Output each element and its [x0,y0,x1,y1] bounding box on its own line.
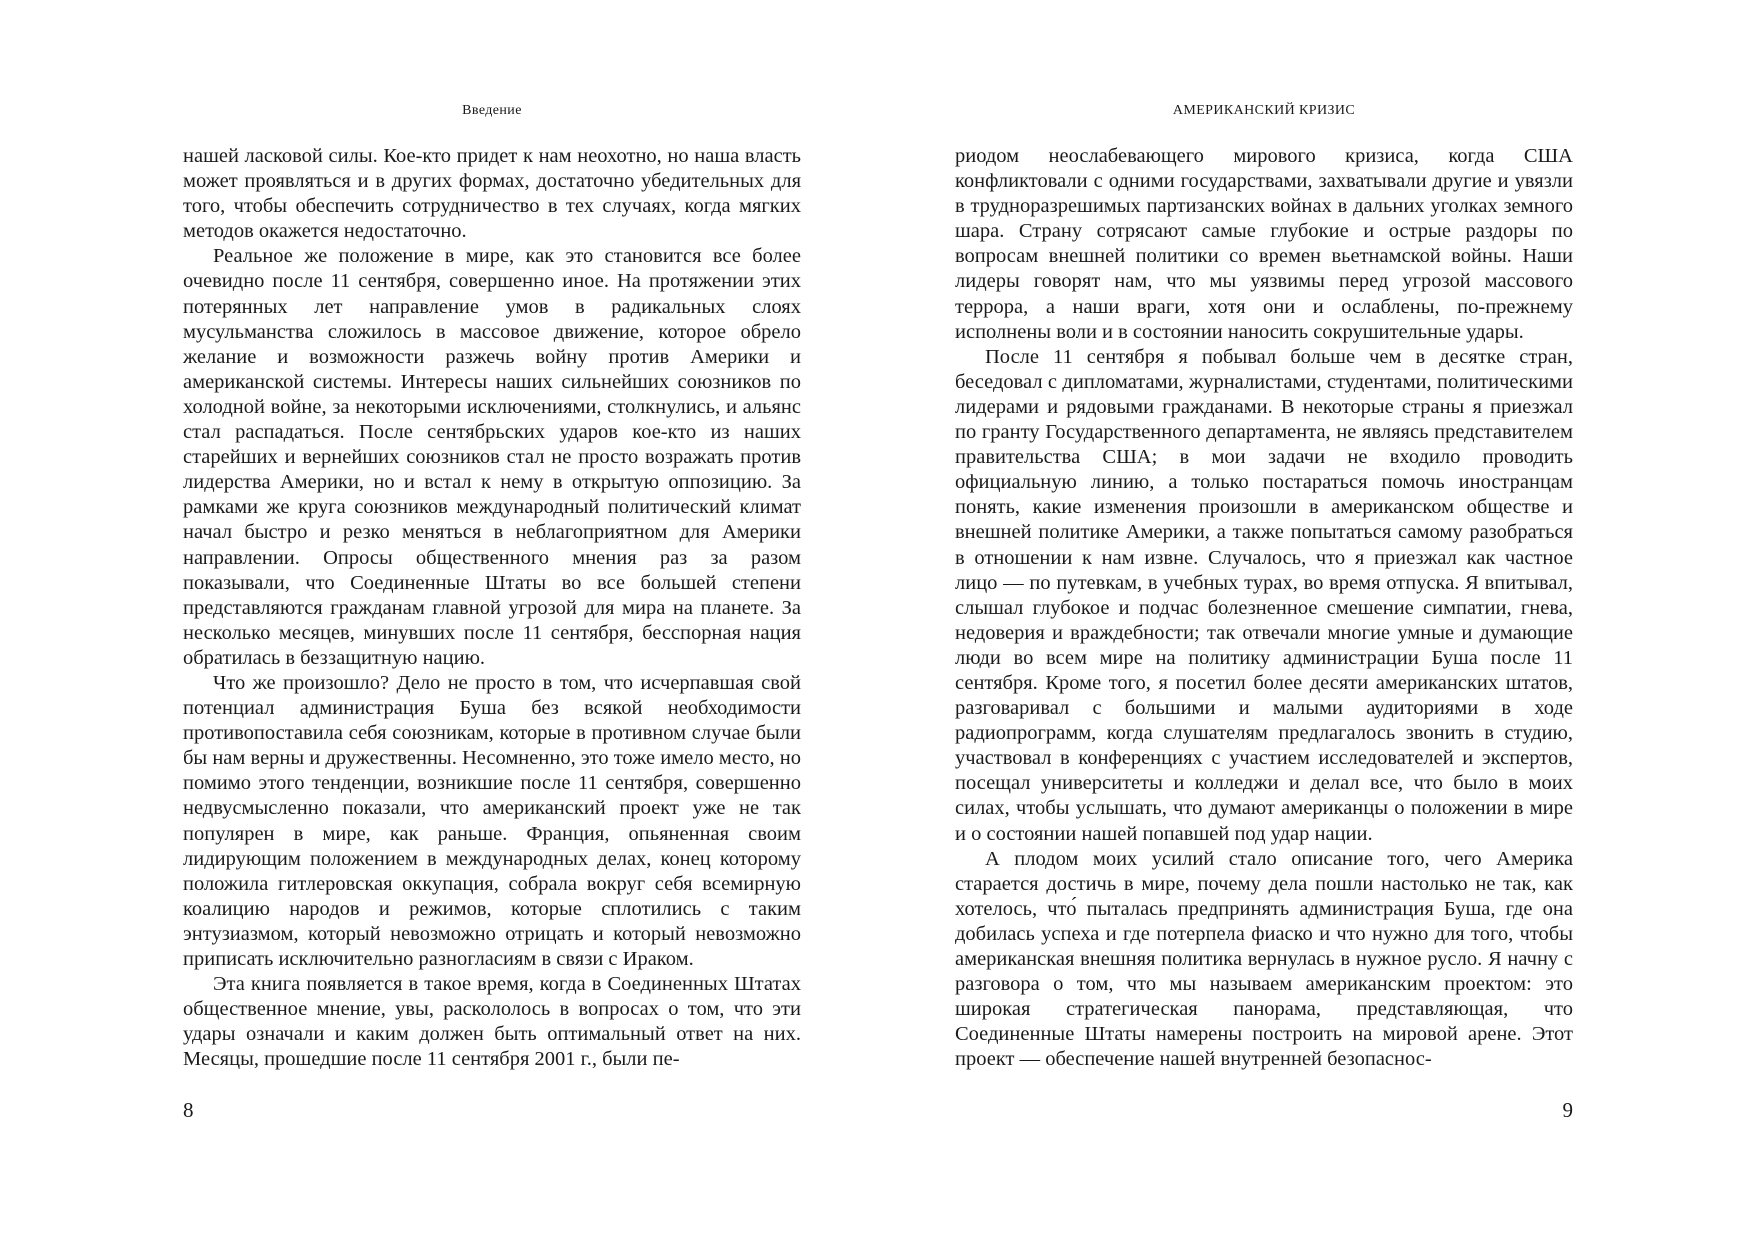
paragraph: нашей ласковой силы. Кое-кто придет к нам неохотно, но наша власть может проявляться и в других формах, достаточно убедительных для того, чтобы обеспечить сотрудничество в тех случаях, когда мягких методов окажется недостаточно. [183,145,801,243]
page-number-left: 8 [183,1098,194,1122]
paragraph: Что же произошло? Дело не просто в том, что исчерпавшая свой потенциал администрация Буша без всякой необходимости противопоставила себя союзникам, которые в противном случае были бы нам верны и дружественны. Несомненно, это тоже имело место, но помимо этого тенденции, возникшие после 11 сентября, совершенно недвусмысленно показали, что американский проект уже не так популярен в мире, как раньше. Франция, опьяненная своим лидирующим положением в международных делах, конец которому положила гитлеровская оккупация, собрала вокруг себя всемирную коалицию народов и режимов, которые сплотились с таким энтузиазмом, который невозможно отрицать и который невозможно приписать исключительно разногласиям в связи с Ираком. [183,671,801,970]
body-text-right [955,144,1573,1072]
body-text-left [183,144,801,1072]
paragraph: риодом неослабевающего мирового кризиса, когда США конфликтовали с одними государствами, захватывали другие и увязли в трудноразрешимых партизанских войнах в дальних уголках земного шара. Страну сотрясают самые глубокие и острые раздоры по вопросам внешней политики со времен вьетнамской войны. Наши лидеры говорят нам, что мы уязвимы перед угрозой массового террора, а наши враги, хотя они и ослаблены, по-прежнему исполнены воли и в состоянии наносить сокрушительные удары. [955,145,1573,343]
left-page [0,0,877,1241]
paragraph: После 11 сентября я побывал больше чем в десятке стран, беседовал с дипломатами, журналистами, студентами, политическими лидерами и рядовыми гражданами. В некоторые страны я приезжал по гранту Государственного департамента, не являясь представителем правительства США; в мои задачи не входило проводить официальную линию, а только постараться помочь иностранцам понять, какие изменения произошли в американском обществе и внешней политике Америки, а также попытаться самому разобраться в отношении к нам извне. Случалось, что я приезжал как частное лицо — по путевкам, в учебных турах, во время отпуска. Я впитывал, слышал глубокое и подчас болезненное смешение симпатии, гнева, недоверия и враждебности; так отвечали многие умные и думающие люди во всем мире на политику администрации Буша после 11 сентября. Кроме того, я посетил более десяти американских штатов, разговаривал с большими и малыми аудиториями в ходе радиопрограмм, когда слушателям предлагалось звонить в студию, участвовал в конференциях с участием исследователей и экспертов, посещал университеты и колледжи и делал все, что было в моих силах, чтобы услышать, что думают американцы о положении в мире и о состоянии нашей попавшей под удар нации. [955,345,1573,845]
running-head-right: АМЕРИКАНСКИЙ КРИЗИС [1172,103,1356,118]
right-page [877,0,1755,1241]
paragraph: Реальное же положение в мире, как это становится все более очевидно после 11 сентября, совершенно иное. На протяжении этих потерянных лет направление умов в радикальных слоях мусульманства сложилось в массовое движение, которое обрело желание и возможности разжечь войну против Америки и американской системы. Интересы наших сильнейших союзников по холодной войне, за некоторыми исключениями, столкнулись, и альянс стал распадаться. После сентябрьских ударов кое-кто из наших старейших и вернейших союзников стал не просто возражать против лидерства Америки, но и встал к нему в открытую оппозицию. За рамками же круга союзников международный политический климат начал быстро и резко меняться в неблагоприятном для Америки направлении. Опросы общественного мнения раз за разом показывали, что Соединенные Штаты во все большей степени представляются гражданам главной угрозой для мира на планете. За несколько месяцев, минувших после 11 сентября, бесспорная нация обратилась в беззащитную нацию. [183,245,801,669]
page-number-right: 9 [1562,1098,1573,1122]
paragraph: А плодом моих усилий стало описание того, чего Америка старается достичь в мире, почему дела пошли настолько не так, как хотелось, что́ пыталась предпринять администрация Буша, где она добилась успеха и где потерпела фиаско и что нужно для того, чтобы американская внешняя политика вернулась в нужное русло. Я начну с разговора о том, что мы называем американским проектом: это широкая стратегическая панорама, представляющая, что Соединенные Штаты намерены построить на мировой арене. Этот проект — обеспечение нашей внутренней безопаснос- [955,847,1573,1071]
paragraph: Эта книга появляется в такое время, когда в Соединенных Штатах общественное мнение, увы, раскололось в вопросах о том, что эти удары означали и каким должен быть оптимальный ответ на них. Месяцы, прошедшие после 11 сентября 2001 г., были пе- [183,973,801,1071]
running-head-left: Введение [462,103,522,118]
